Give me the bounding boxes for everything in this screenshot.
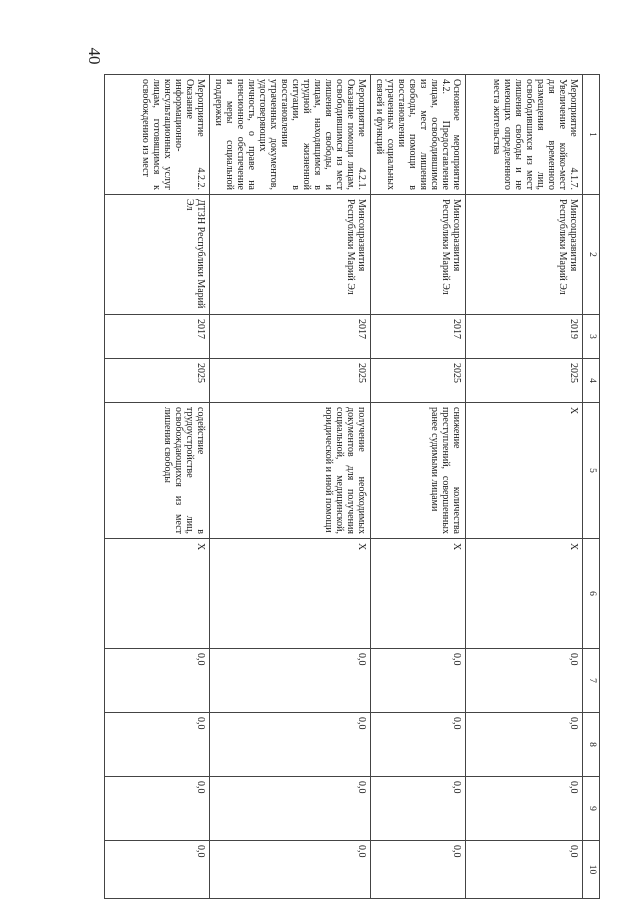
- end-year: 2025: [210, 359, 371, 403]
- executor: ДТЗН Республики Марий Эл: [105, 195, 210, 315]
- value-cell: 0,0: [466, 713, 583, 777]
- column-header: 5: [583, 403, 600, 539]
- value-cell: 0,0: [210, 713, 371, 777]
- table-row: [466, 75, 583, 899]
- header-row: [583, 75, 600, 899]
- value-cell: 0,0: [371, 649, 466, 713]
- end-year: 2025: [371, 359, 466, 403]
- indicator-link: X: [466, 539, 583, 649]
- table-row: [105, 75, 210, 899]
- value-cell: 0,0: [466, 777, 583, 841]
- start-year: 2017: [210, 315, 371, 359]
- expected-result: X: [466, 403, 583, 539]
- start-year: 2019: [466, 315, 583, 359]
- value-cell: 0,0: [105, 649, 210, 713]
- measure-name: Мероприятие 4.1.7. Увеличение койко-мест для временного размещения лиц, освободившихся из мест лишения свободы и не имеющих определенного места жительства: [466, 75, 583, 195]
- value-cell: 0,0: [371, 713, 466, 777]
- value-cell: 0,0: [210, 777, 371, 841]
- value-cell: 0,0: [210, 649, 371, 713]
- value-cell: 0,0: [210, 841, 371, 899]
- expected-result: получение необходимых документов для получения социальной, медицинской, юридической и иной помощи: [210, 403, 371, 539]
- executor: Минсоцразвития Республики Марий Эл: [210, 195, 371, 315]
- measure-name: Мероприятие 4.2.1. Оказание помощи лицам, освободившимся из мест лишения свободы, и лицам, находящимся в трудной жизненной ситуации, в восстановлении утраченных документов, удостоверяющих личность, о праве на пенсионное обеспечение и меры социальной поддержки: [210, 75, 371, 195]
- value-cell: 0,0: [371, 777, 466, 841]
- column-header: 7: [583, 649, 600, 713]
- column-header: 8: [583, 713, 600, 777]
- table-row: [371, 75, 466, 899]
- value-cell: 0,0: [466, 841, 583, 899]
- measure-name: Мероприятие 4.2.2. Оказание информационно-консультационных услуг лицам, готовящимся к освобождению из мест: [105, 75, 210, 195]
- column-header: 2: [583, 195, 600, 315]
- value-cell: 0,0: [466, 649, 583, 713]
- start-year: 2017: [371, 315, 466, 359]
- table-row: [210, 75, 371, 899]
- program-table: [104, 74, 600, 899]
- value-cell: 0,0: [105, 713, 210, 777]
- column-header: 6: [583, 539, 600, 649]
- expected-result: содействие в трудоустройстве лиц, освобождающихся из мест лишения свободы: [105, 403, 210, 539]
- column-header: 4: [583, 359, 600, 403]
- indicator-link: X: [371, 539, 466, 649]
- start-year: 2017: [105, 315, 210, 359]
- executor: Минсоцразвития Республики Марий Эл: [371, 195, 466, 315]
- column-header: 3: [583, 315, 600, 359]
- indicator-link: X: [210, 539, 371, 649]
- measure-name: Основное мероприятие 4.2. Предоставление лицам, освободившимся из мест лишения свободы, помощи в восстановлении утраченных социальных связей и функций: [371, 75, 466, 195]
- value-cell: 0,0: [105, 841, 210, 899]
- value-cell: 0,0: [371, 841, 466, 899]
- column-header: 10: [583, 841, 600, 899]
- end-year: 2025: [466, 359, 583, 403]
- expected-result: снижение количества преступлений, совершенных ранее судимыми лицами: [371, 403, 466, 539]
- page-number: 40: [85, 47, 104, 65]
- end-year: 2025: [105, 359, 210, 403]
- indicator-link: X: [105, 539, 210, 649]
- column-header: 1: [583, 75, 600, 195]
- executor: Минсоцразвития Республики Марий Эл: [466, 195, 583, 315]
- rotated-table-block: [120, 74, 600, 898]
- value-cell: 0,0: [105, 777, 210, 841]
- column-header: 9: [583, 777, 600, 841]
